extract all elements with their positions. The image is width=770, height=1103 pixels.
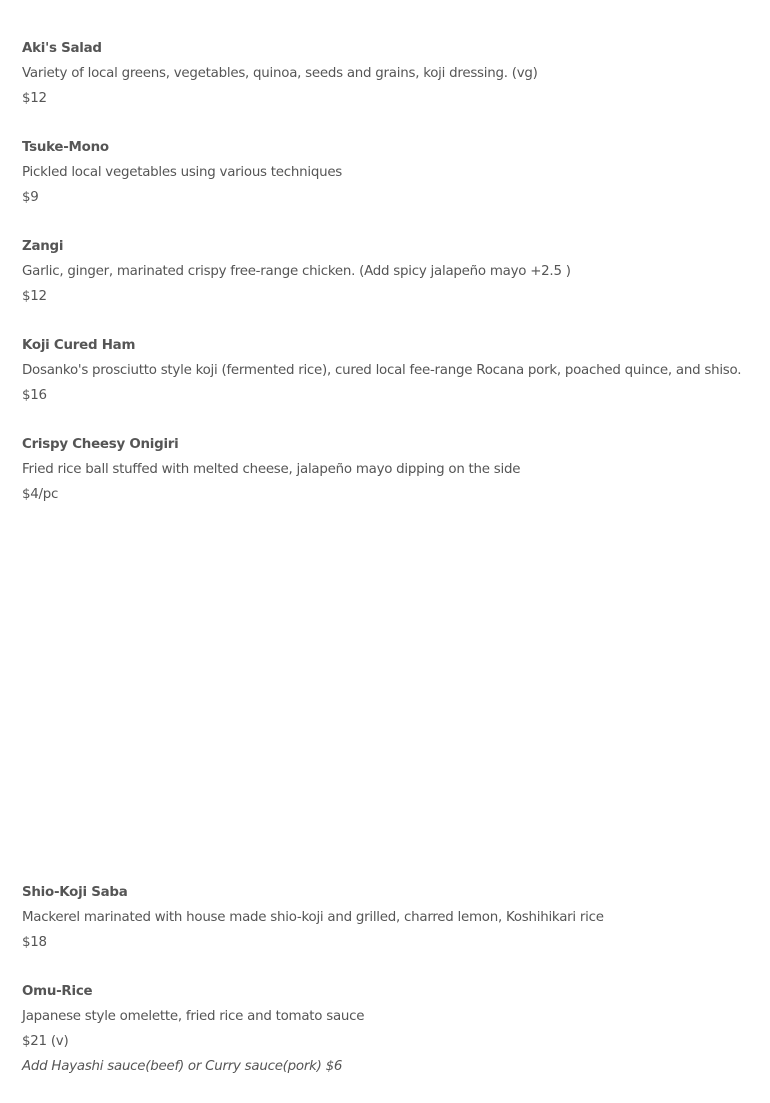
menu-item-name: Shio-Koji Saba [22,885,128,900]
menu-item-price: $12 [22,91,47,106]
menu-item [22,36,762,111]
menu-item [22,432,762,507]
menu-item [22,135,762,210]
menu-item-price: $21 (v) [22,1034,69,1049]
menu-item-price: $16 [22,388,47,403]
menu-item [22,333,762,408]
menu-item-description: Garlic, ginger, marinated crispy free-range chicken. (Add spicy jalapeño mayo +2.5 ) [22,264,571,279]
menu-item [22,880,762,955]
menu-item-name: Aki's Salad [22,41,102,56]
menu-item-description: Dosanko's prosciutto style koji (fermented rice), cured local fee-range Rocana pork, poached quince, and shiso. [22,363,742,378]
menu-item-name: Crispy Cheesy Onigiri [22,437,179,452]
menu-item-description: Mackerel marinated with house made shio-koji and grilled, charred lemon, Koshihikari rice [22,910,604,925]
menu-section-mains [22,880,762,1103]
menu-item-description: Pickled local vegetables using various techniques [22,165,343,180]
menu-item [22,979,762,1079]
menu-item-name: Tsuke-Mono [22,140,109,155]
menu-item-price: $18 [22,935,47,950]
menu-item-price: $12 [22,289,47,304]
menu-item-name: Zangi [22,239,64,254]
menu-item-name: Omu-Rice [22,984,93,999]
menu-item-description: Fried rice ball stuffed with melted cheese, jalapeño mayo dipping on the side [22,462,521,477]
menu-item-price: $4/pc [22,487,59,502]
menu-item-name: Koji Cured Ham [22,338,136,353]
menu-item-description: Japanese style omelette, fried rice and tomato sauce [22,1009,365,1024]
menu-section-small-plates [22,36,762,531]
menu-item [22,234,762,309]
menu-item-description: Variety of local greens, vegetables, quinoa, seeds and grains, koji dressing. (vg) [22,66,538,81]
menu-item-addon-note: Add Hayashi sauce(beef) or Curry sauce(pork) $6 [22,1059,343,1074]
menu-item-price: $9 [22,190,39,205]
